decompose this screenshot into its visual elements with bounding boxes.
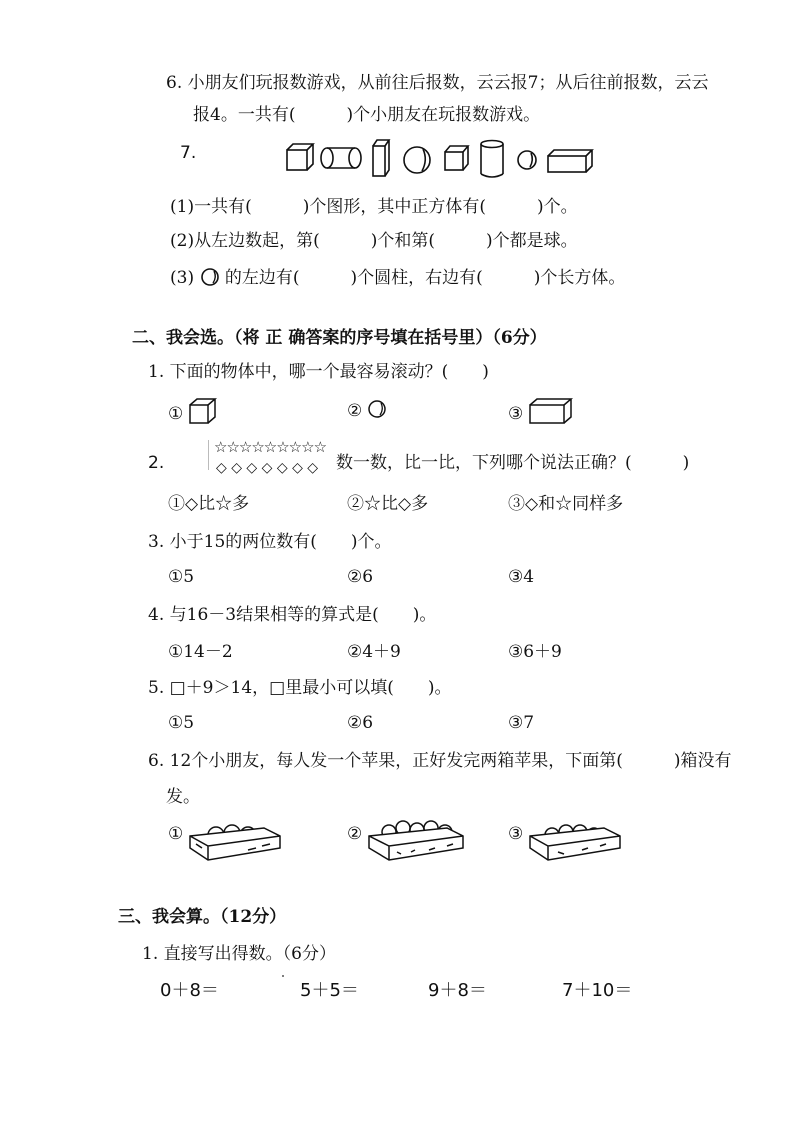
q7-shapes-row [285, 140, 595, 180]
p2-q6-text-line1: 6. 12个小朋友，每人发一个苹果，正好发完两箱苹果，下面第( )箱没有 [148, 751, 732, 771]
p2-q6-text-line2: 发。 [166, 787, 200, 807]
q2-divider [208, 440, 209, 470]
p2-q2-option-1: ①◇比☆多 [168, 494, 250, 514]
calc-2: 5＋5＝ [300, 980, 359, 1001]
option-marker: ① [168, 404, 184, 424]
cube-shape-1 [287, 144, 313, 170]
cube-icon [189, 398, 219, 424]
p2-q5-option-2: ②6 [347, 713, 374, 733]
calc-1: 0＋8＝ [160, 980, 219, 1001]
p2-q1-option-2 [347, 398, 388, 423]
section-three-heading: 三、我会算。（12分） [118, 907, 287, 927]
q2-diamonds-row: ◇ ◇ ◇ ◇ ◇ ◇ ◇ [216, 460, 319, 476]
option-marker: ③ [508, 404, 524, 424]
p2-q4-option-1: ①14－2 [168, 642, 233, 662]
p2-q4-text: 4. 与16－3结果相等的算式是( )。 [148, 605, 437, 625]
q6-text-line2: 报4。一共有( )个小朋友在玩报数游戏。 [193, 105, 541, 125]
calc-4: 7＋10＝ [562, 980, 633, 1001]
q7-sub3 [170, 266, 625, 290]
apple-crate-3 [528, 818, 624, 862]
q7-sub2: (2)从左边数起，第( )个和第( )个都是球。 [170, 231, 578, 251]
ball-shape-2 [518, 151, 536, 169]
cube-shape-2 [445, 146, 468, 170]
tall-cuboid-shape [373, 140, 389, 176]
ball-icon [368, 398, 388, 420]
p2-q2-option-2: ②☆比◇多 [347, 494, 429, 514]
ball-icon [200, 268, 220, 286]
p2-q2-number: 2. [148, 453, 165, 473]
q2-stars-row: ☆☆☆☆☆☆☆☆☆ [214, 438, 327, 456]
q7-number: 7. [180, 143, 197, 163]
p2-q3-option-2: ②6 [347, 567, 374, 587]
p2-q5-option-3: ③7 [508, 713, 535, 733]
p3-q1-text: 1. 直接写出得数。（6分） [142, 944, 336, 964]
p2-q5-text: 5. □＋9＞14，□里最小可以填( )。 [148, 678, 452, 698]
cuboid-icon [529, 398, 573, 424]
apple-crate-1 [188, 818, 284, 862]
p2-q6-option-1-marker: ① [168, 824, 184, 844]
option-marker: ② [347, 401, 363, 421]
apple-crate-2 [367, 816, 467, 862]
q7-sub1: (1)一共有( )个图形，其中正方体有( )个。 [170, 197, 578, 217]
p2-q1-option-3 [508, 398, 573, 426]
p2-q3-option-3: ③4 [508, 567, 535, 587]
p2-q3-text: 3. 小于15的两位数有( )个。 [148, 532, 392, 552]
flat-cuboid-shape [548, 150, 592, 172]
q7-sub3-text: 的左边有( )个圆柱，右边有( )个长方体。 [224, 268, 626, 288]
section-two-heading: 二、我会选。（将 正 确答案的序号填在括号里）（6分） [132, 328, 547, 348]
p2-q6-option-2-marker: ② [347, 824, 363, 844]
p2-q5-option-1: ①5 [168, 713, 195, 733]
q7-sub3-label: (3) [170, 268, 195, 288]
speck [282, 975, 284, 977]
p2-q2-option-3: ③◇和☆同样多 [508, 494, 624, 514]
cylinder-lying-shape [321, 148, 361, 168]
p2-q3-option-1: ①5 [168, 567, 195, 587]
p2-q1-option-1 [168, 398, 219, 426]
calc-3: 9＋8＝ [428, 980, 487, 1001]
q6-text-line1: 6. 小朋友们玩报数游戏，从前往后报数，云云报7；从后往前报数，云云 [166, 73, 709, 93]
cylinder-upright-shape [481, 141, 503, 178]
p2-q4-option-3: ③6＋9 [508, 642, 562, 662]
p2-q4-option-2: ②4＋9 [347, 642, 401, 662]
ball-shape-1 [404, 147, 430, 173]
p2-q6-option-3-marker: ③ [508, 824, 524, 844]
p2-q1-text: 1. 下面的物体中，哪一个最容易滚动？( ) [148, 362, 489, 382]
p2-q2-text: 数一数，比一比，下列哪个说法正确？( ) [336, 453, 690, 473]
